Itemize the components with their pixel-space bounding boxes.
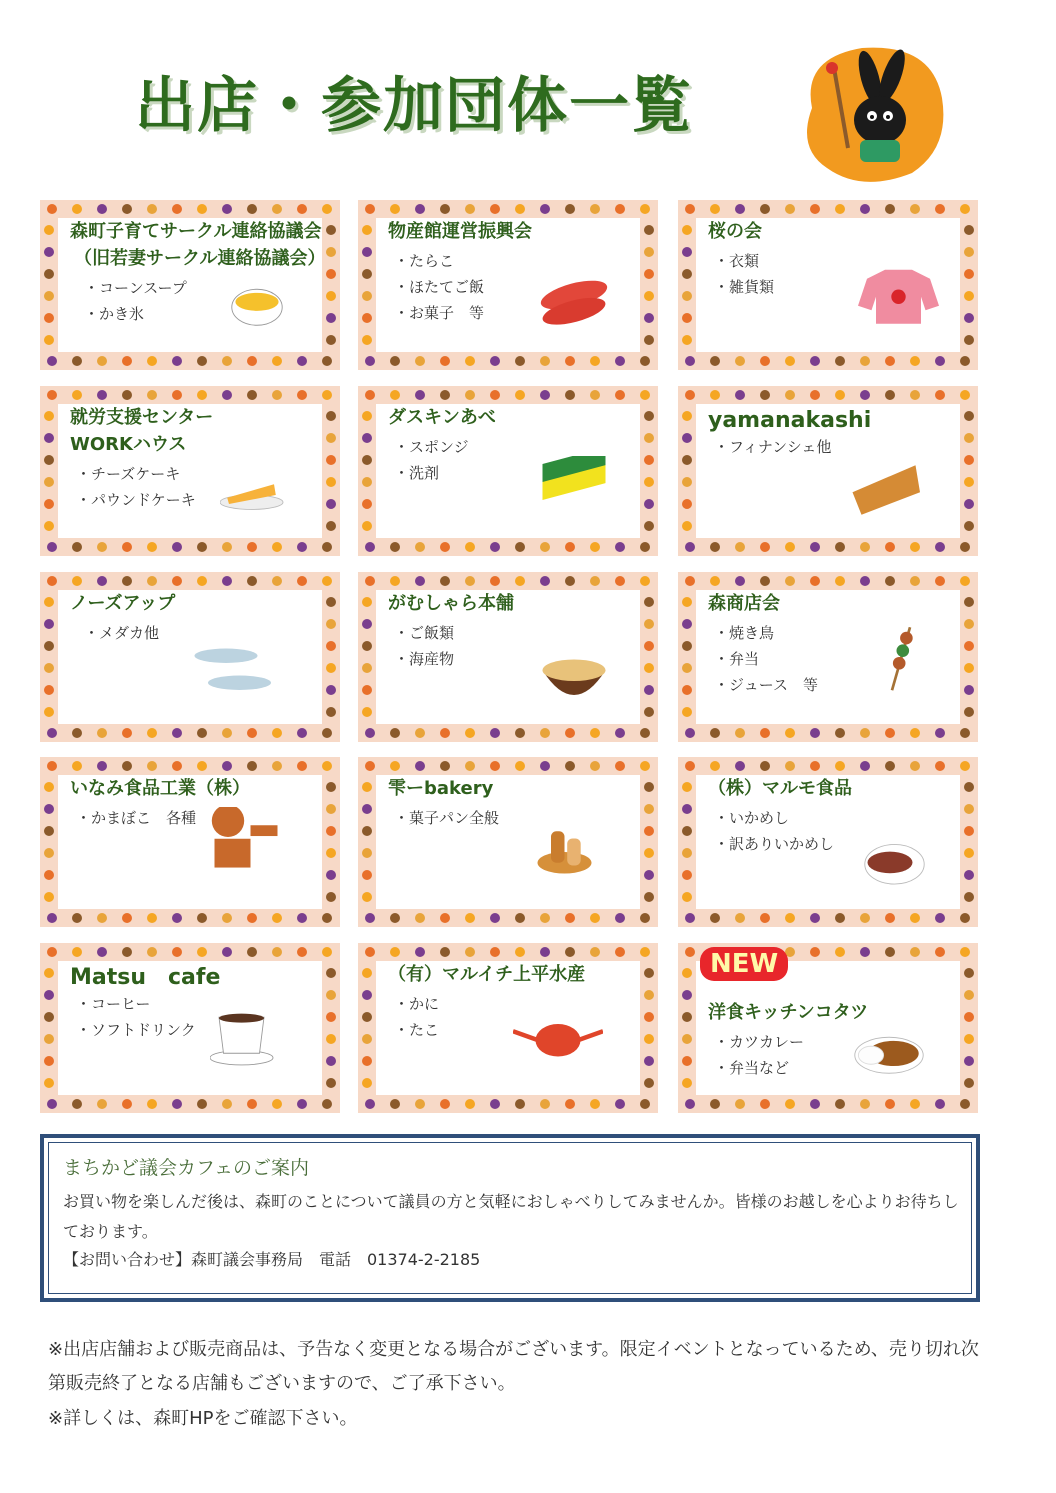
fish-icon (190, 642, 280, 710)
sponge-icon (538, 456, 628, 524)
vendor-card (358, 200, 658, 370)
soup-icon (230, 280, 320, 348)
page-title: 出店・参加団体一覧 (135, 71, 693, 141)
vendor-name: 桜の会 (708, 221, 762, 242)
vendor-name: 森町子育てサークル連絡協議会 (70, 221, 322, 242)
vendor-name: Matsu cafe (70, 965, 221, 990)
product-item: ・ ご飯類 (394, 620, 454, 646)
vendor-card (358, 386, 658, 556)
vendor-name: WORKハウス (70, 434, 187, 455)
product-item: ・ 弁当など (714, 1055, 804, 1081)
product-item: ・ コーヒー (76, 991, 196, 1017)
sweater-icon (858, 265, 948, 333)
product-item: ・ いかめし (714, 805, 834, 831)
product-list (714, 434, 831, 460)
bread-icon (533, 822, 623, 890)
product-item: ・ ソフトドリンク (76, 1017, 196, 1043)
product-list (394, 248, 484, 326)
vendor-card (678, 572, 978, 742)
product-list (76, 991, 196, 1043)
vendor-card (678, 386, 978, 556)
product-list (394, 620, 454, 672)
product-list (394, 991, 439, 1043)
new-badge: NEW (700, 947, 788, 981)
product-item: ・ お菓子 等 (394, 300, 484, 326)
footnote-1: ※出店店舗および販売商品は、予告なく変更となる場合がございます。限定イベントとなっているため、売り切れ次第販売終了となる店舗もございますので、ご了承下さい。 (48, 1339, 979, 1394)
info-title: まちかど議会カフェのご案内 (63, 1157, 310, 1179)
product-item: ・ たこ (394, 1017, 439, 1043)
ikameshi-icon (863, 837, 953, 905)
product-item: ・ ジュース 等 (714, 672, 818, 698)
product-list (394, 434, 469, 486)
product-item: ・ メダカ他 (84, 620, 159, 646)
product-item: ・ 雑貨類 (714, 274, 774, 300)
vendor-card (40, 572, 340, 742)
product-list (84, 620, 159, 646)
vendor-name: 森商店会 (708, 593, 780, 614)
vendor-card (40, 757, 340, 927)
vendor-name: ダスキンあべ (388, 407, 496, 428)
vendor-card (40, 943, 340, 1113)
vendor-card (40, 200, 340, 370)
vendor-name: yamanakashi (708, 408, 872, 433)
financier-icon (848, 456, 938, 524)
product-item: ・ カツカレー (714, 1029, 804, 1055)
product-item: ・ かに (394, 991, 439, 1017)
coffee-icon (210, 1008, 300, 1076)
product-item: ・ チーズケーキ (76, 461, 196, 487)
vendor-name: （有）マルイチ上平水産 (388, 964, 586, 985)
vendor-name: 物産館運営振興会 (388, 221, 532, 242)
vendor-card (678, 943, 978, 1113)
info-contact: 【お問い合わせ】森町議会事務局 電話 01374-2-2185 (63, 1250, 481, 1269)
product-item: ・ 海産物 (394, 646, 454, 672)
kamaboko-icon (210, 807, 300, 875)
product-item: ・ 衣類 (714, 248, 774, 274)
product-list (84, 275, 187, 327)
product-item: ・ コーンスープ (84, 275, 187, 301)
crab-icon (513, 1013, 603, 1081)
rabbit-mascot-icon (792, 38, 952, 188)
product-item: ・ 洗剤 (394, 460, 469, 486)
vendor-card (358, 757, 658, 927)
vendor-name: 雫ーbakery (388, 778, 494, 799)
rice-bowl-icon (538, 652, 628, 720)
product-item: ・ たらこ (394, 248, 484, 274)
vendor-card (40, 386, 340, 556)
product-item: ・ ほたてご飯 (394, 274, 484, 300)
product-list (714, 805, 834, 857)
product-item: ・ スポンジ (394, 434, 469, 460)
vendor-name: 洋食キッチンコタツ (708, 1002, 869, 1023)
vendor-card (358, 943, 658, 1113)
vendor-name: （旧若妻サークル連絡協議会） (74, 248, 326, 269)
product-list (714, 620, 818, 698)
curry-icon (853, 1028, 943, 1096)
vendor-name: ノーズアップ (70, 593, 176, 614)
cake-icon (220, 466, 310, 534)
product-list (394, 805, 499, 831)
vendor-card (358, 572, 658, 742)
product-item: ・ 菓子パン全般 (394, 805, 499, 831)
product-item: ・ 訳ありいかめし (714, 831, 834, 857)
vendor-name: （株）マルモ食品 (708, 778, 852, 799)
product-list (714, 1029, 804, 1081)
footnote-2: ※詳しくは、森町HPをご確認下さい。 (48, 1408, 358, 1429)
product-item: ・ 焼き鳥 (714, 620, 818, 646)
product-list (714, 248, 774, 300)
product-item: ・ フィナンシェ他 (714, 434, 831, 460)
product-item: ・ 弁当 (714, 646, 818, 672)
info-box (40, 1134, 980, 1302)
product-list (76, 461, 196, 513)
yakitori-icon (883, 627, 973, 695)
vendor-name: いなみ食品工業（株） (70, 778, 250, 799)
info-text: お買い物を楽しんだ後は、森町のことについて議員の方と気軽におしゃべりしてみませんか。皆様のお越しを心よりお待ちしております。 (63, 1192, 959, 1241)
vendor-card (678, 757, 978, 927)
product-item: ・ かまぼこ 各種 (76, 805, 196, 831)
vendor-card (678, 200, 978, 370)
vendor-name: 就労支援センター (70, 407, 214, 428)
vendor-name: がむしゃら本舗 (388, 593, 514, 614)
product-list (76, 805, 196, 831)
product-item: ・ かき氷 (84, 301, 187, 327)
tarako-icon (538, 275, 628, 343)
product-item: ・ パウンドケーキ (76, 487, 196, 513)
